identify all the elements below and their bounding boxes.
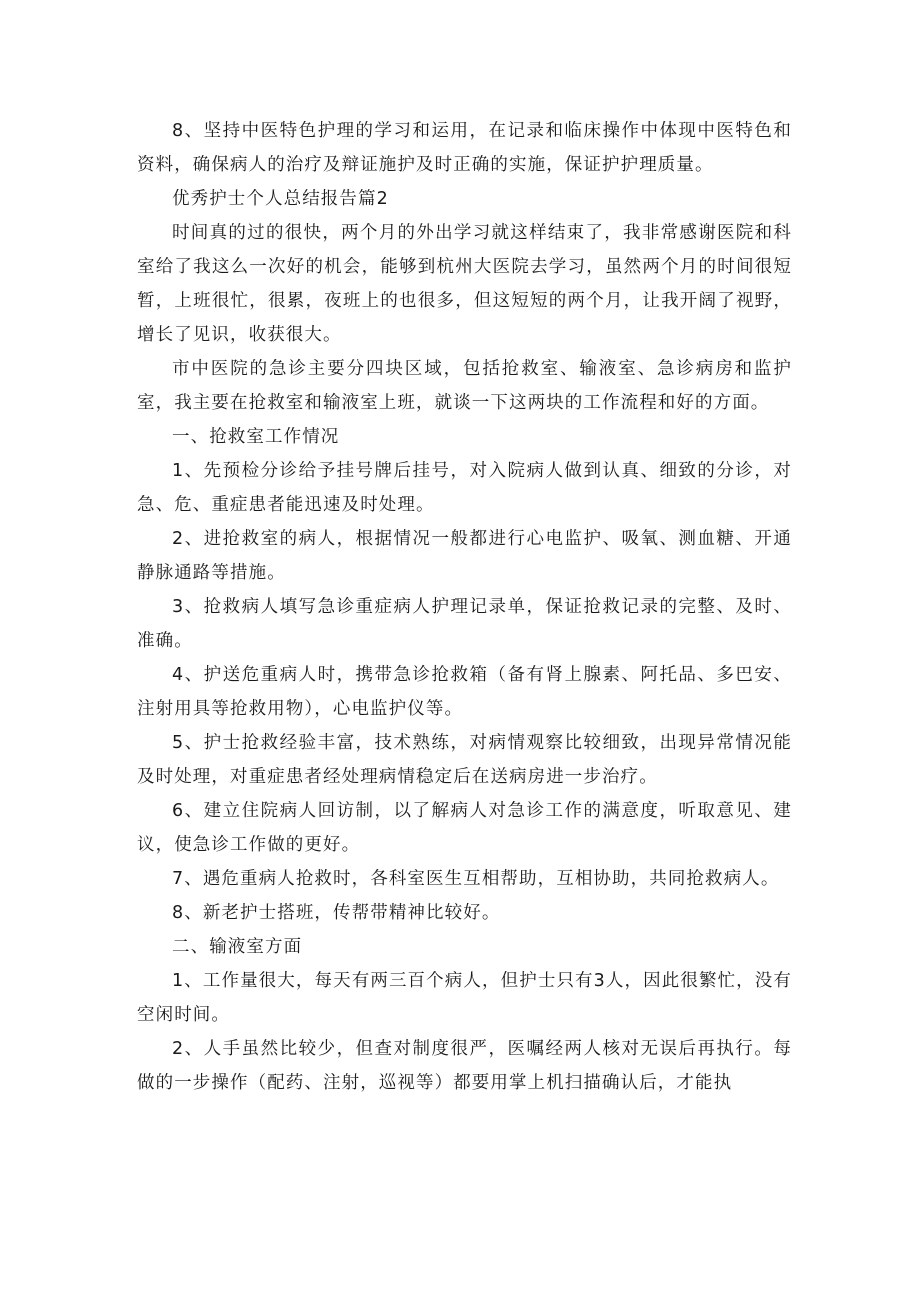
paragraph-infusion-2: 2、人手虽然比较少，但查对制度很严，医嘱经两人核对无误后再执行。每做的一步操作（配药、注射，巡视等）都要用掌上机扫描确认后，才能执 <box>137 1039 792 1093</box>
paragraph-intro: 时间真的过的很快，两个月的外出学习就这样结束了，我非常感谢医院和科室给了我这么一次好的机会，能够到杭州大医院去学习，虽然两个月的时间很短暂，上班很忙，很累，夜班上的也很多，但这短短的两个月，让我开阔了视野，增长了见识，收获很大。 <box>137 223 792 345</box>
heading-infusion-room: 二、输液室方面 <box>172 937 303 957</box>
paragraph-rescue-1: 1、先预检分诊给予挂号牌后挂号，对入院病人做到认真、细致的分诊，对急、危、重症患者能迅速及时处理。 <box>137 461 792 515</box>
paragraph-item-8-tcm: 8、坚持中医特色护理的学习和运用，在记录和临床操作中体现中医特色和资料，确保病人的治疗及辩证施护及时正确的实施，保证护护理质量。 <box>137 121 792 175</box>
paragraph-rescue-8: 8、新老护士搭班，传帮带精神比较好。 <box>172 903 501 923</box>
paragraph-rescue-7: 7、遇危重病人抢救时，各科室医生互相帮助，互相协助，共同抢救病人。 <box>172 869 780 889</box>
section-title: 优秀护士个人总结报告篇2 <box>172 189 389 209</box>
heading-rescue-room: 一、抢救室工作情况 <box>172 427 340 447</box>
paragraph-rescue-4: 4、护送危重病人时，携带急诊抢救箱（备有肾上腺素、阿托品、多巴安、注射用具等抢救用物），心电监护仪等。 <box>137 665 792 719</box>
paragraph-rescue-3: 3、抢救病人填写急诊重症病人护理记录单，保证抢救记录的完整、及时、准确。 <box>137 597 792 651</box>
paragraph-areas: 市中医院的急诊主要分四块区域，包括抢救室、输液室、急诊病房和监护室，我主要在抢救室和输液室上班，就谈一下这两块的工作流程和好的方面。 <box>137 359 792 413</box>
paragraph-rescue-6: 6、建立住院病人回访制，以了解病人对急诊工作的满意度，听取意见、建议，使急诊工作做的更好。 <box>137 801 792 855</box>
paragraph-rescue-5: 5、护士抢救经验丰富，技术熟练，对病情观察比较细致，出现异常情况能及时处理，对重症患者经处理病情稳定后在送病房进一步治疗。 <box>137 733 792 787</box>
paragraph-infusion-1: 1、工作量很大，每天有两三百个病人，但护士只有3人，因此很繁忙，没有空闲时间。 <box>137 971 792 1025</box>
paragraph-rescue-2: 2、进抢救室的病人，根据情况一般都进行心电监护、吸氧、测血糖、开通静脉通路等措施。 <box>137 529 792 583</box>
document-body <box>137 114 792 1100</box>
